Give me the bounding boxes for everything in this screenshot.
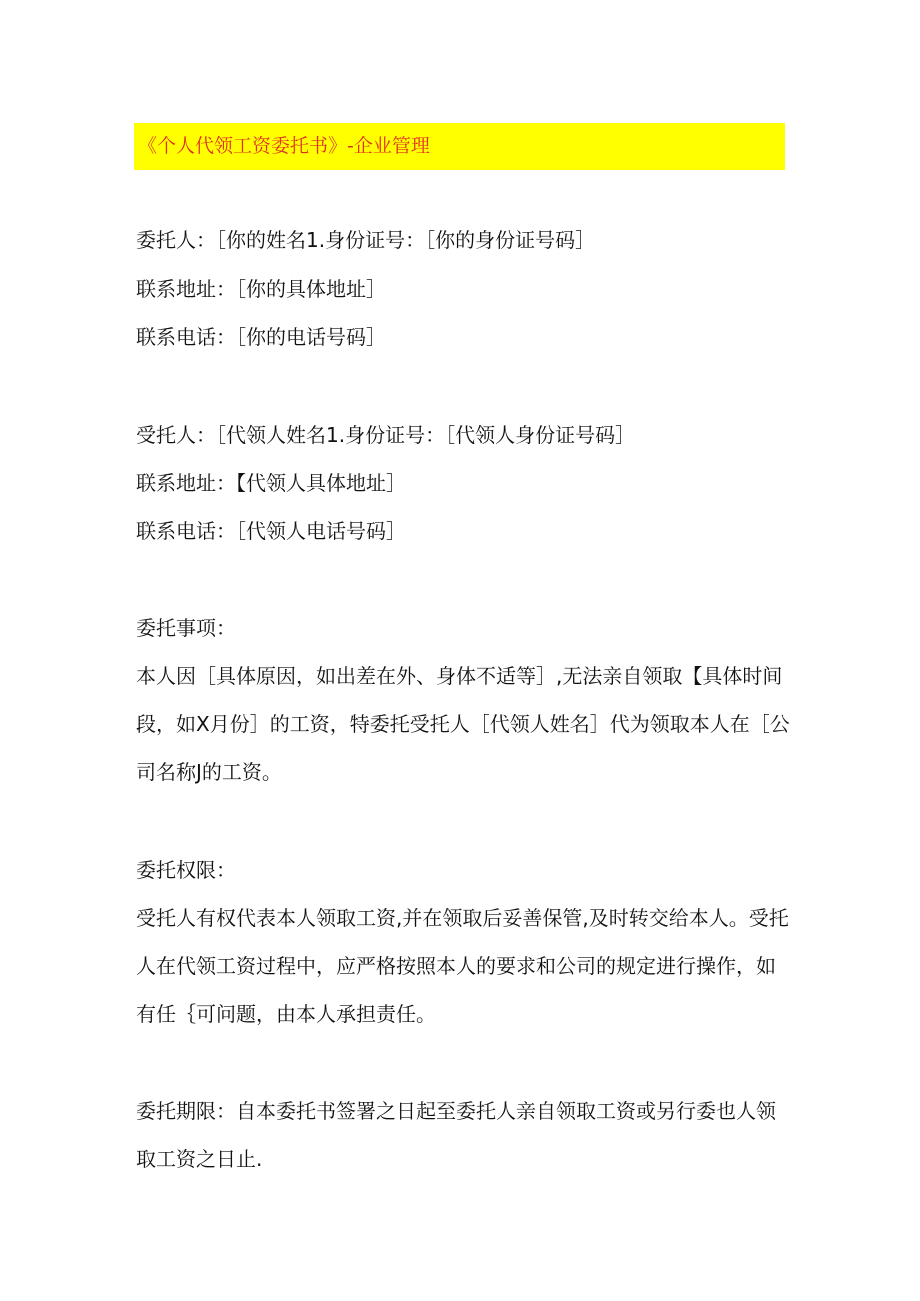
principal-phone-line: 联系电话：［你的电话号码］ <box>136 325 386 349</box>
matters-line: 段，如X月份］的工资，特委托受托人［代领人姓名］代为领取本人在［公 <box>136 712 790 736</box>
authority-heading: 委托权限： <box>136 858 236 882</box>
matters-paragraph <box>136 652 790 796</box>
authority-line: 人在代领工资过程中，应严格按照本人的要求和公司的规定进行操作，如 <box>136 954 776 978</box>
principal-address-line: 联系地址：［你的具体地址］ <box>136 277 386 301</box>
document-title-banner <box>134 123 785 170</box>
matters-line: 司名称J的工资。 <box>136 760 282 784</box>
authority-line: 受托人有权代表本人领取工资,并在领取后妥善保管,及时转交给本人。受托 <box>136 906 789 930</box>
period-line: 委托期限：自本委托书签署之日起至委托人亲自领取工资或另行委也人领 <box>136 1099 776 1123</box>
matters-heading: 委托事项： <box>136 616 236 640</box>
agent-phone-line: 联系电话：［代领人电话号码］ <box>136 519 406 543</box>
principal-id-line: 委托人：［你的姓名1.身份证号：［你的身份证号码］ <box>136 228 596 252</box>
matters-line: 本人因［具体原因，如出差在外、身体不适等］,无法亲自领取【具体时间 <box>136 664 783 688</box>
agent-address-line: 联系地址：【代领人具体地址］ <box>136 471 406 495</box>
period-paragraph <box>136 1087 786 1183</box>
document-title: 《个人代领工资委托书》-企业管理 <box>138 135 430 157</box>
period-line: 取工资之日止. <box>136 1147 263 1171</box>
authority-line: 有任｛可问题，由本人承担责任。 <box>136 1002 436 1026</box>
authority-paragraph <box>136 894 789 1038</box>
agent-id-line: 受托人：［代领人姓名1.身份证号：［代领人身份证号码］ <box>136 423 636 447</box>
